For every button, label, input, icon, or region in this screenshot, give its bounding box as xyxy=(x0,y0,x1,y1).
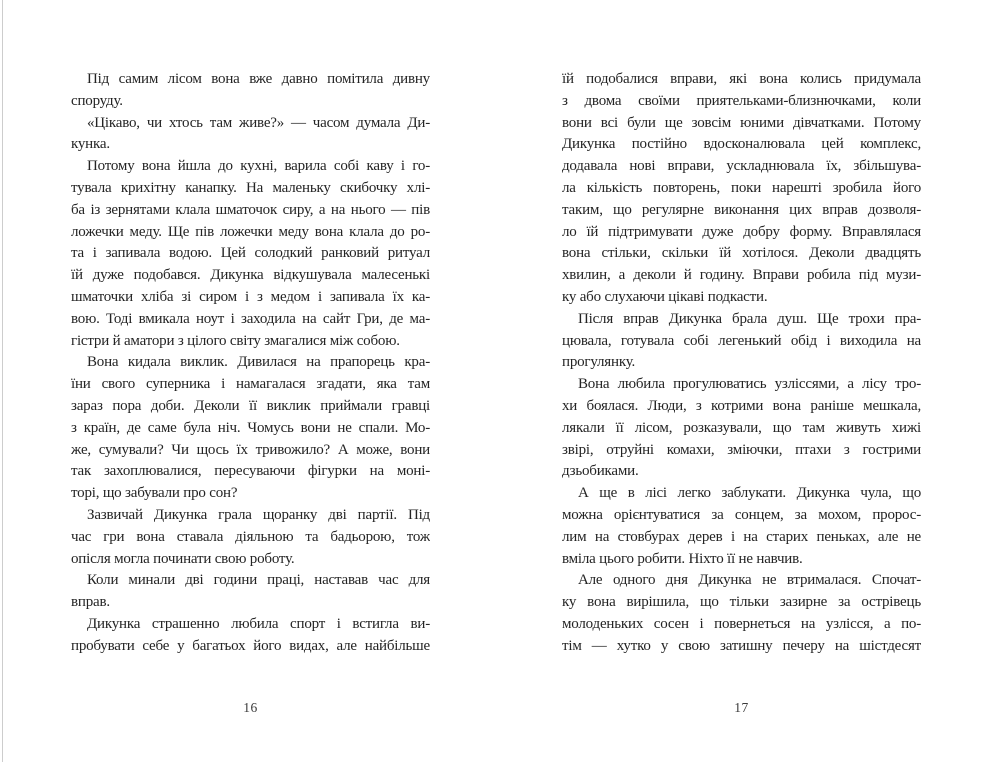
text-line: вою. Тоді вмикала ноут і заходила на сайт Гри, де ма- xyxy=(71,310,430,327)
text-line: тім — хутко у свою затишну печеру на шістдесят xyxy=(562,637,921,654)
page-number-left: 16 xyxy=(243,700,258,715)
text-line: їни свого суперника і намагалася згадати, яка там xyxy=(71,376,430,393)
text-line: та і запивала водою. Цей солодкий ранковий ритуал xyxy=(71,245,430,262)
text-line: Дикунка постійно вдосконалювала цей комплекс, xyxy=(562,136,921,153)
text-line: пробувати себе у багатьох його видах, але найбільше xyxy=(71,637,430,654)
text-line: можна орієнтуватися за сонцем, за мохом, пророс- xyxy=(562,506,921,523)
page-left-text xyxy=(71,69,430,658)
text-line: Під самим лісом вона вже давно помітила дивну xyxy=(87,71,430,87)
text-line: споруду. xyxy=(71,92,123,109)
text-line: же, сумували? Чи щось їх тривожило? А може, вони xyxy=(71,441,430,458)
text-line: торі, що забували про сон? xyxy=(71,485,238,502)
text-line: ку вона вирішила, що тільки зазирне за острівець xyxy=(562,594,921,611)
page-edge-line xyxy=(2,0,3,762)
text-line: цювала, готувала собі легенький обід і виходила на xyxy=(562,332,921,349)
text-line: вони всі були ще зовсім юними дівчатками. Потому xyxy=(562,114,921,131)
text-line: тувала крихітну канапку. На маленьку скибочку хлі- xyxy=(71,179,430,196)
text-line: Дикунка страшенно любила спорт і встигла ви- xyxy=(87,615,430,632)
text-line: їй дуже подобався. Дикунка відкушувала малесенькі xyxy=(71,267,430,284)
page-left xyxy=(71,0,430,762)
text-line: додавала нові вправи, ускладнювала їх, збільшува- xyxy=(562,158,921,175)
text-line: лякали її лісом, розказували, що там живуть хижі xyxy=(562,419,921,436)
text-line: час гри вона ставала діяльною та бадьорою, тож xyxy=(71,528,430,545)
text-line: кунка. xyxy=(71,136,110,153)
text-line: таким, що регулярне виконання цих вправ дозволя- xyxy=(562,201,921,218)
text-line: молоденьких сосен і повернеться на узлісся, а по- xyxy=(562,615,921,632)
text-line: гістри й аматори з цілого світу змагалися між собою. xyxy=(71,332,400,349)
text-line: вправ. xyxy=(71,594,110,611)
text-line: Потому вона йшла до кухні, варила собі каву і го- xyxy=(87,158,430,175)
text-line: шматочки хліба зі сиром і з медом і запивала їх ка- xyxy=(71,288,430,305)
text-line: ку або слухаючи цікаві подкасти. xyxy=(562,288,768,305)
text-line: «Цікаво, чи хтось там живе?» — часом думала Ди- xyxy=(87,114,430,131)
text-line: ба із зернятами клала шматочок сиру, а на нього — пів xyxy=(71,201,430,218)
text-line: хи боялася. Люди, з котрими вона раніше мешкала, xyxy=(562,397,921,414)
text-line: їй подобалися вправи, які вона колись придумала xyxy=(562,71,921,87)
text-line: Коли минали дві години праці, наставав час для xyxy=(87,572,430,589)
text-line: ло їй підтримувати дуже добру форму. Вправлялася xyxy=(562,223,921,240)
text-line: опісля могла починати свою роботу. xyxy=(71,550,295,567)
text-line: з країн, де саме була ніч. Чомусь вони не спали. Мо- xyxy=(71,419,430,436)
text-line: прогулянку. xyxy=(562,354,636,371)
text-line: зараз пора доби. Деколи її виклик приймали гравці xyxy=(71,397,430,414)
page-number-right: 17 xyxy=(734,700,749,715)
text-line: вона стільки, скільки їй хотілося. Деколи двадцять xyxy=(562,245,921,262)
text-line: Зазвичай Дикунка грала щоранку дві партії. Під xyxy=(87,506,430,523)
text-line: Вона кидала виклик. Дивилася на прапорець кра- xyxy=(87,354,430,371)
text-line: так захоплювалися, пересуваючи фігурки на моні- xyxy=(71,463,430,480)
text-line: ложечки меду. Ще пів ложечки меду вона клала до ро- xyxy=(71,223,430,240)
text-line: лим на стовбурах дерев і на старих пеньках, але не xyxy=(562,528,921,545)
text-line: Але одного дня Дикунка не втрималася. Спочат- xyxy=(578,572,921,589)
text-line: звірі, отруйні комахи, зміючки, птахи з гострими xyxy=(562,441,921,458)
text-line: вміла цього робити. Ніхто її не навчив. xyxy=(562,550,803,567)
page-right xyxy=(562,0,921,762)
text-line: дзьобиками. xyxy=(562,463,639,480)
text-line: А ще в лісі легко заблукати. Дикунка чула, що xyxy=(578,485,921,502)
text-line: Після вправ Дикунка брала душ. Ще трохи пра- xyxy=(578,310,921,327)
text-line: ла кількість повторень, поки нарешті зробила його xyxy=(562,179,921,196)
text-line: хвилин, а деколи й годину. Вправи робила під музи- xyxy=(562,267,921,284)
page-right-text xyxy=(562,69,921,658)
text-line: Вона любила прогулюватись узліссями, а лісу тро- xyxy=(578,376,921,393)
text-line: з двома своїми приятельками-близнючками, коли xyxy=(562,92,921,109)
